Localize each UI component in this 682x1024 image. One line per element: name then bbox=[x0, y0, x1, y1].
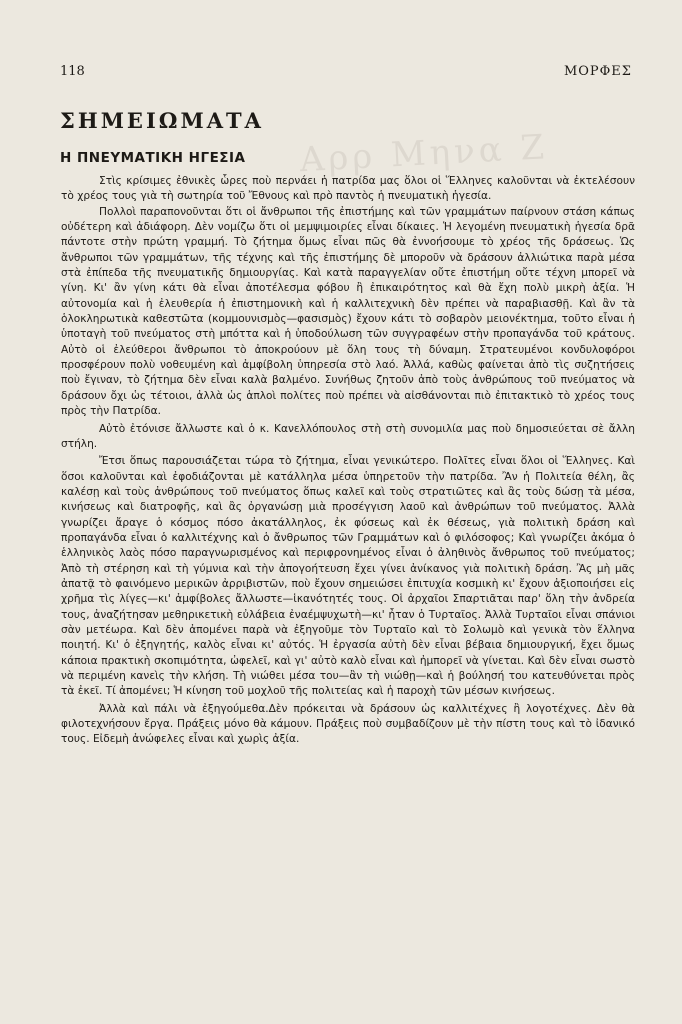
paragraph: Ἀλλὰ καὶ πάλι νὰ ἐξηγούμεθα.Δὲν πρόκειται νὰ δράσουν ὡς καλλιτέχνες ἢ λογοτέχνες. Δὲν θὰ φιλοτεχνήσουν ἔργα. Πράξεις μόνο θὰ κάμουν. Πράξεις ποὺ συμβαδίζουν μὲ τὴν πίστη τους καὶ τὸ ἰδανικό τους. Εἰδεμὴ ἀνώφελες εἶναι καὶ χωρὶς ἀξία. bbox=[61, 702, 635, 746]
paragraph: Πολλοὶ παραπονοῦνται ὅτι οἱ ἄνθρωποι τῆς ἐπιστήμης καὶ τῶν γραμμάτων παίρνουν στάση κάπως οὐδέτερη καὶ ἀδιάφορη. Δὲν νομίζω ὅτι οἱ μεμψιμοιρίες εἶναι δίκαιες. Ἡ λεγομένη πνευματικὴ ἡγεσία δρᾶ πάντοτε στὴν πρώτη γραμμή. Τὸ ζήτημα ὅμως εἶναι πῶς θὰ ἐννοήσουμε τὸ χρέος τῆς δράσεως. Ὡς ἄνθρωποι τῶν γραμμάτων, τῆς τέχνης καὶ τῆς ἐπιστήμης δὲ μποροῦν νὰ δράσουν ἀλλιώτικα παρὰ μέσα στὰ ἐπίπεδα τῆς πνευματικῆς δημιουργίας. Καὶ κατὰ παραγγελίαν οὔτε ἐπιστήμη οὔτε τέχνη μπορεῖ νὰ γίνη. Κι' ἂν γίνη κάτι θὰ εἶναι ἀποτέλεσμα φόβου ἢ ἐπικαιρότητος καὶ θὰ ἔχη πολὺ μικρὴ ἀξία. Ἡ αὐτονομία καὶ ἡ ἐλευθερία ἡ ἐπιστημονικὴ καὶ ἡ καλλιτεχνικὴ δὲν πρέπει νὰ παραβιασθῇ. Καὶ ἂν τὰ ὁλοκληρωτικὰ καθεστῶτα (κομμουνισμὸς—φασισμὸς) ἔχουν κάτι τὸ σοβαρὸν μειονέκτημα, τοῦτο εἶναι ἡ ὑποταγὴ τοῦ πνεύματος στὴ μπόττα καὶ ἡ ὑποδούλωση τῶν συγγραφέων στὴν προπαγάνδα τοῦ κράτους. Αὐτὸ οἱ ἐλεύθεροι ἄνθρωποι τὸ ἀποκρούουν μὲ ὅλη τους τὴ δύναμη. Στρατευμένοι κονδυλοφόροι προσφέρουν πολὺ νοθευμένη καὶ ἀμφίβολη ὑπηρεσία στὸ λαό. Ἀλλά, καθὼς φαίνεται ἀπὸ τὶς συζητήσεις ποὺ ἔγιναν, τὸ ζήτημα δὲν εἶναι καλὰ βαλμένο. Συνήθως ζητοῦν ἀπὸ τοὺς ἀνθρώπους τοῦ πνεύματος νὰ δράσουν ὄχι ὡς τέτοιοι, ἀλλὰ ὡς ἁπλοὶ πολίτες ποὺ πρέπει νὰ αἰσθάνονται πιὸ ἐπιτακτικὸ τὸ χρέος τους πρὸς τὴν Πατρίδα. bbox=[61, 205, 635, 418]
section-title: ΣΗΜΕΙΩΜΑΤΑ bbox=[60, 108, 264, 133]
page-header bbox=[60, 64, 632, 86]
article-body bbox=[61, 174, 635, 748]
show-through-text: Αρρ Μηνα Ζ bbox=[298, 127, 550, 181]
paragraph: Αὐτὸ ἐτόνισε ἄλλωστε καὶ ὁ κ. Κανελλόπουλος στὴ στὴ συνομιλία μας ποὺ δημοσιεύεται σὲ ἄλλη στήλη. bbox=[61, 422, 635, 450]
article-title: Η ΠΝΕΥΜΑΤΙΚΗ ΗΓΕΣΙΑ bbox=[60, 150, 246, 166]
running-head: ΜΟΡΦΕΣ bbox=[563, 64, 632, 79]
page-number: 118 bbox=[60, 64, 85, 79]
paragraph: Στὶς κρίσιμες ἐθνικὲς ὧρες ποὺ περνάει ἡ πατρίδα μας ὅλοι οἱ Ἕλληνες καλοῦνται νὰ ἐκτελέσουν τὸ χρέος τους γιὰ τὴ σωτηρία τοῦ Ἔθνους καὶ πρὸ παντὸς ἡ πνευματικὴ ἡγεσία. bbox=[61, 175, 635, 203]
paragraph: Ἔτσι ὅπως παρουσιάζεται τώρα τὸ ζήτημα, εἶναι γενικώτερο. Πολῖτες εἶναι ὅλοι οἱ Ἕλληνες. Καὶ ὅσοι καλοῦνται καὶ ἐφοδιάζονται μὲ κατάλληλα μέσα ὑπηρετοῦν τὴν πατρίδα. Ἂν ἡ Πολιτεία θέλη, ἂς καλέσῃ καὶ τοὺς ἀνθρώπους τοῦ πνεύματος ὅπως καλεῖ καὶ τοὺς στρατιῶτες καὶ ἂς τοὺς δώσῃ τὰ μέσα, κινήσεως καὶ διατροφῆς, καὶ ἂς ὀργανώσῃ μιὰ προσέγγιση λαοῦ καὶ ἀνθρώπων τοῦ πνεύματος. Ἀλλὰ γνωρίζει ἄραγε ὁ κόσμος πόσο ἀκατάλληλος, ἐκ φύσεως καὶ ἐκ θέσεως, γιὰ πολιτικὴ δράση καὶ προπαγάνδα εἶναι ὁ καλλιτέχνης καὶ ὁ ἄνθρωπος τῶν Γραμμάτων καὶ ὁ φιλόσοφος; Καὶ γνωρίζει ἀκόμα ὁ ἑλληνικὸς λαὸς πόσο παραγνωρισμένος καὶ περιφρονημένος εἶναι ὁ ἀληθινὸς ἄνθρωπος τοῦ πνεύματος; Ἀπὸ τὴ στέρηση καὶ τὴ γύμνια καὶ τὴν ἀπογοήτευση ἔχει γίνει ἀνίκανος γιὰ πολιτικὴ δράση. Ἂς μὴ μᾶς ἀπατᾷ τὸ φαινόμενο μερικῶν ἀρριβιστῶν, ποὺ ἔχουν σημειώσει ἐπιτυχία κοσμικὴ κι' ἔχουν ἀξιοποιήσει εἰς χρῆμα τὶς λίγες—κι' ἀμφίβολες ἄλλωστε—ἱκανότητές τους. Οἱ ἀρχαῖοι Σπαρτιᾶται παρ' ὅλη τὴν ἀνδρεία τους, ἀναζήτησαν μεθηρικετικὴ εὐλάβεια ἐναέμψυχωτὴ—κι' ἦταν ὁ Τυρταῖος. Ἀλλὰ Τυρταῖοι εἶναι σπάνιοι σὰν μετέωρα. Καὶ δὲν ἀπομένει παρὰ νὰ ἐξηγοῦμε τὸν Τυρταῖο καὶ τὸ Σολωμὸ καὶ γενικὰ τὸν ἕλληνα ποιητή. Κι' ὁ ἐξηγητής, καλὸς εἶναι κι' αὐτός. Ἡ ἐργασία αὐτὴ δὲν εἶναι βέβαια δημιουργική, ἔχει ὅμως κάποια πρακτικὴ σκοπιμότητα, ὠφελεῖ, καὶ γι' αὐτὸ καλὸ εἶναι καὶ ἠμπορεῖ νὰ γίνεται. Καὶ δὲν εἶναι σωστὸ νὰ περιμένη κανεὶς τὴν κλήση. Τὴ νιώθει μέσα του—ἂν τὴ νιώθῃ—καὶ ἡ βούλησή του κατευθύνεται πρὸς τὰ ἐκεῖ. Τί ἀπομένει; Ἡ κίνηση τοῦ μοχλοῦ τῆς πολιτείας καὶ ἡ παροχὴ τῶν μέσων κινήσεως. bbox=[61, 455, 635, 698]
